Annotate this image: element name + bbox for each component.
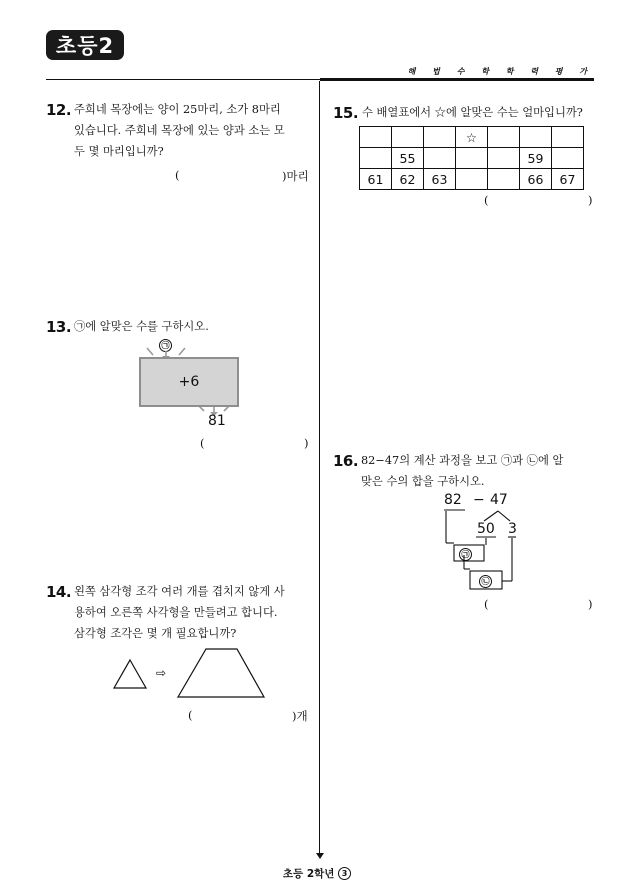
- question-line: 삼각형 조각은 몇 개 필요합니까?: [74, 627, 237, 640]
- table-cell: 62: [392, 169, 424, 190]
- table-row: [360, 127, 584, 148]
- answer-open-paren: (: [484, 597, 489, 611]
- table-cell: [360, 148, 392, 169]
- answer-blank-13[interactable]: [210, 436, 300, 452]
- table-cell: 55: [392, 148, 424, 169]
- question-number: 14.: [46, 583, 72, 601]
- column-divider: [319, 81, 320, 856]
- header-rule-thin: [46, 79, 320, 80]
- answer-blank-15[interactable]: [494, 193, 584, 209]
- answer-close-paren: ): [588, 193, 593, 207]
- table-row: [360, 148, 584, 169]
- answer-blank-12[interactable]: [185, 168, 280, 184]
- table-cell: [552, 127, 584, 148]
- table-cell: [488, 169, 520, 190]
- answer-open-paren: (: [200, 436, 205, 450]
- input-mark-circled: ㉠: [159, 339, 172, 352]
- expression-right-number: 47: [490, 492, 508, 508]
- question-line: 용하여 오른쪽 사각형을 만들려고 합니다.: [74, 606, 278, 619]
- question-text: 수 배열표에서 ☆에 알맞은 수는 얼마입니까?: [362, 106, 583, 119]
- answer-close-unit: )마리: [282, 169, 309, 183]
- expression-minus: −: [473, 492, 485, 508]
- answer-blank-14[interactable]: [198, 708, 288, 724]
- table-cell: 63: [424, 169, 456, 190]
- question-number: 16.: [333, 452, 359, 470]
- box-label-a: ㉠: [459, 548, 472, 561]
- column-divider-arrow: [316, 853, 324, 859]
- table-cell: [520, 127, 552, 148]
- question-line: 주희네 목장에는 양이 25마리, 소가 8마리: [74, 103, 281, 116]
- grade-badge: 초등2: [46, 30, 124, 60]
- table-cell: 66: [520, 169, 552, 190]
- answer-close-unit: )개: [292, 709, 308, 723]
- question-number: 15.: [333, 104, 359, 122]
- trapezoid-shape: [175, 646, 267, 700]
- question-line: 두 몇 마리입니까?: [74, 145, 164, 158]
- expression-left-number: 82: [444, 492, 462, 508]
- table-cell: [392, 127, 424, 148]
- question-text: ㉠에 알맞은 수를 구하시오.: [74, 320, 209, 333]
- table-cell: [552, 148, 584, 169]
- table-cell: 61: [360, 169, 392, 190]
- right-arrow-icon: ⇨: [156, 666, 167, 680]
- question-number: 13.: [46, 318, 72, 336]
- function-machine-label: +6: [178, 374, 200, 390]
- answer-open-paren: (: [484, 193, 489, 207]
- answer-blank-16[interactable]: [494, 597, 584, 613]
- table-cell: [424, 127, 456, 148]
- table-cell: [456, 148, 488, 169]
- question-line: 왼쪽 삼각형 조각 여러 개를 겹치지 않게 사: [74, 585, 285, 598]
- function-machine-box: [139, 357, 239, 407]
- table-cell: [424, 148, 456, 169]
- page-number: 3: [338, 867, 351, 880]
- answer-close-paren: ): [588, 597, 593, 611]
- question-number: 12.: [46, 101, 72, 119]
- footer-grade-text: 초등 2학년: [282, 868, 335, 880]
- table-cell: 67: [552, 169, 584, 190]
- question-text: [361, 450, 611, 492]
- page-footer: [0, 866, 634, 881]
- small-triangle-shape: [112, 658, 148, 690]
- table-row: [360, 169, 584, 190]
- table-cell: [456, 169, 488, 190]
- question-line: 있습니다. 주희네 목장에 있는 양과 소는 모: [74, 124, 285, 137]
- number-array-table: [359, 126, 584, 190]
- split-tens-number: 50: [477, 521, 495, 537]
- table-cell: [360, 127, 392, 148]
- machine-output-value: 81: [208, 413, 226, 429]
- star-cell: ☆: [456, 127, 488, 148]
- header-caption: 해 법 수 학 학 력 평 가: [407, 67, 594, 76]
- table-cell: [488, 127, 520, 148]
- table-cell: 59: [520, 148, 552, 169]
- answer-close-paren: ): [304, 436, 309, 450]
- question-text: [74, 99, 324, 162]
- split-ones-number: 3: [508, 521, 517, 537]
- question-text: [74, 581, 324, 644]
- answer-open-paren: (: [175, 168, 180, 182]
- box-label-b: ㉡: [479, 575, 492, 588]
- answer-open-paren: (: [188, 708, 193, 722]
- header-rule-thick: [320, 78, 594, 81]
- question-line: 82−47의 계산 과정을 보고 ㉠과 ㉡에 알: [361, 454, 564, 467]
- question-line: 맞은 수의 합을 구하시오.: [361, 475, 485, 488]
- table-cell: [488, 148, 520, 169]
